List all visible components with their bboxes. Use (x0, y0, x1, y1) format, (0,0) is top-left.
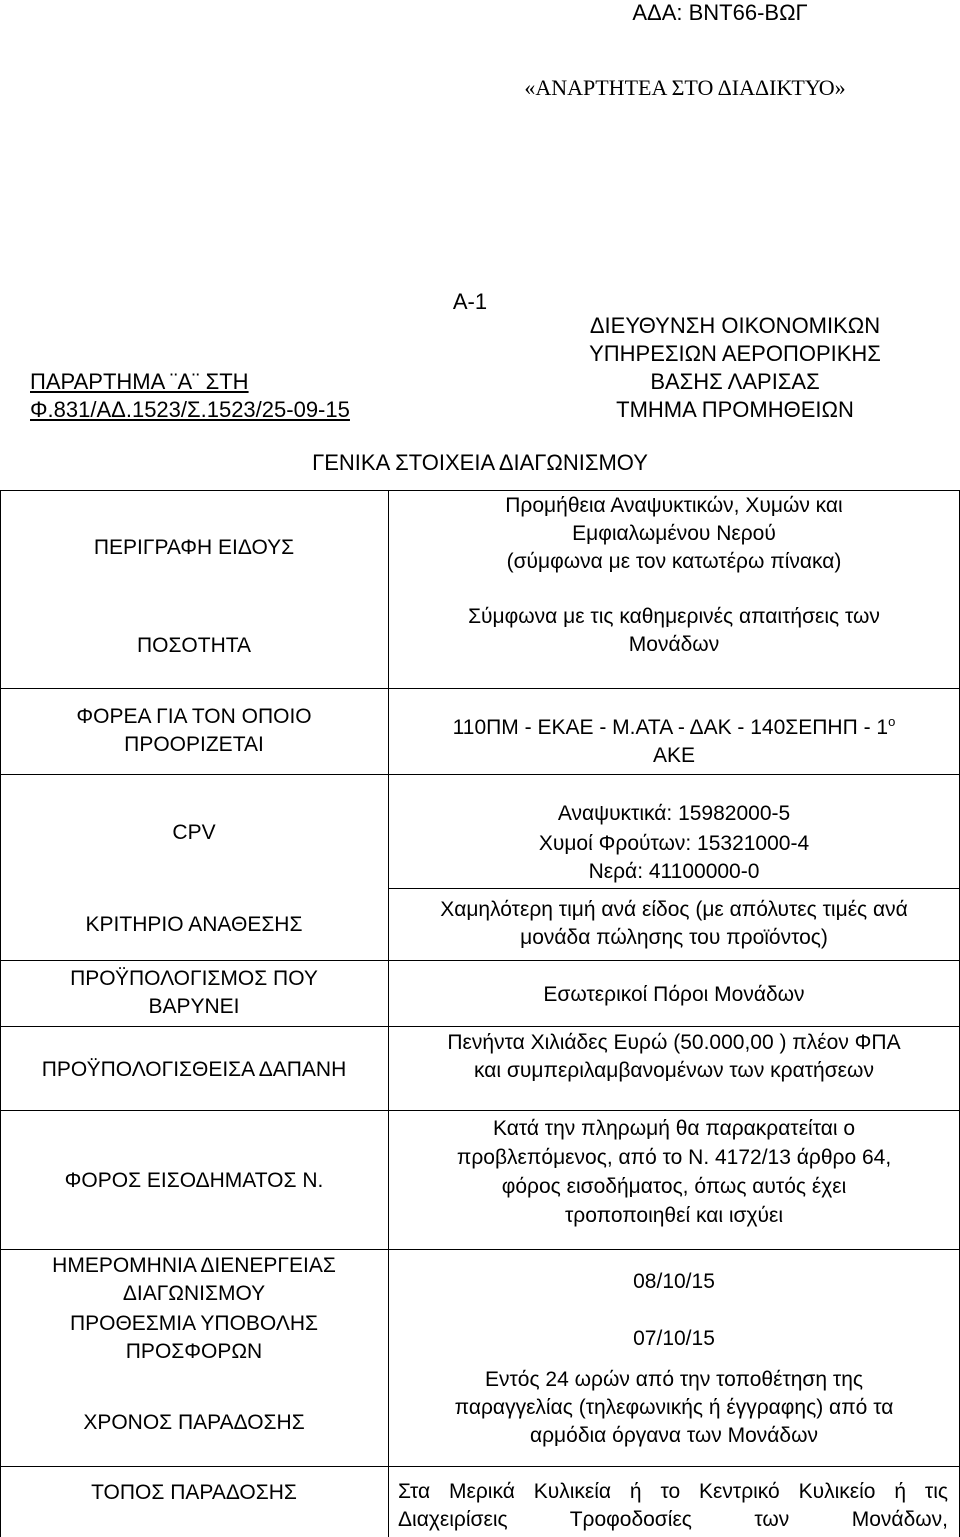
value-tax (388, 1114, 960, 1230)
value-line: Νερά: 41100000-0 (588, 860, 760, 883)
table-border (0, 1110, 960, 1111)
annex-reference (30, 368, 410, 424)
value-line: Στα Μερικά Κυλικεία ή το Κεντρικό Κυλικείο ή τις (398, 1480, 948, 1503)
label-line: ΠΡΟΟΡΙΖΕΤΑΙ (124, 733, 264, 756)
posting-note: «ΑΝΑΡΤΗΤΕΑ ΣΤΟ ΔΙΑΔΙΚΤΥΟ» (524, 75, 846, 100)
label-quantity: ΠΟΣΟΤΗΤΑ (136, 634, 252, 657)
table-border (0, 490, 960, 491)
value-line: παραγγελίας (τηλεφωνικής ή έγγραφης) από τα (454, 1396, 894, 1419)
label-criterion: ΚΡΙΤΗΡΙΟ ΑΝΑΘΕΣΗΣ (85, 913, 303, 936)
value-cost (388, 1029, 960, 1085)
label-deadline (0, 1310, 388, 1366)
value-line: Σύμφωνα με τις καθημερινές απαιτήσεις των (468, 605, 880, 628)
label-tax: ΦΟΡΟΣ ΕΙΣΟΔΗΜΑΤΟΣ Ν. (64, 1169, 324, 1192)
agency-line: ΥΠΗΡΕΣΙΩΝ ΑΕΡΟΠΟΡΙΚΗΣ (589, 341, 881, 366)
label-budget (0, 965, 388, 1021)
value-budget: Εσωτερικοί Πόροι Μονάδων (543, 983, 805, 1006)
label-line: ΠΡΟΘΕΣΜΙΑ ΥΠΟΒΟΛΗΣ (69, 1312, 319, 1335)
table-border (0, 688, 960, 689)
label-line: ΒΑΡΥΝΕΙ (148, 995, 240, 1018)
annex-line: ΠΑΡΑΡΤΗΜΑ ¨Α¨ ΣΤΗ (30, 369, 249, 394)
value-quantity (388, 603, 960, 659)
value-line: μονάδα πώλησης του προϊόντος) (520, 926, 828, 949)
label-line: ΦΟΡΕΑ ΓΙΑ ΤΟΝ ΟΠΟΙΟ (76, 705, 312, 728)
table-border (388, 888, 960, 889)
value-line: αρμόδια όργανα των Μονάδων (529, 1424, 819, 1447)
value-line: τροποποιηθεί και ισχύει (565, 1204, 783, 1227)
table-border (0, 960, 960, 961)
value-description (388, 492, 960, 576)
value-delivery-place (398, 1478, 948, 1534)
value-line (388, 714, 960, 742)
agency-line: ΒΑΣΗΣ ΛΑΡΙΣΑΣ (650, 369, 820, 394)
label-cost: ΠΡΟΫΠΟΛΟΓΙΣΘΕΙΣΑ ΔΑΠΑΝΗ (41, 1058, 347, 1081)
value-line: Εμφιαλωμένου Νερού (572, 522, 776, 545)
table-border (0, 1026, 960, 1027)
section-title: ΓΕΝΙΚΑ ΣΤΟΙΧΕΙΑ ΔΙΑΓΩΝΙΣΜΟΥ (312, 450, 648, 475)
appendix-id: Α-1 (452, 289, 488, 314)
value-line: Διαχειρίσεις Τροφοδοσίες των Μονάδων, (398, 1508, 948, 1531)
value-recipient (388, 714, 960, 770)
label-line: ΠΡΟΫΠΟΛΟΓΙΣΜΟΣ ΠΟΥ (70, 967, 318, 990)
agency-block (540, 312, 930, 424)
label-line: ΗΜΕΡΟΜΗΝΙΑ ΔΙΕΝΕΡΓΕΙΑΣ (52, 1254, 336, 1277)
value-line: Πενήντα Χιλιάδες Ευρώ (50.000,00 ) πλέον ΦΠΑ (447, 1031, 901, 1054)
superscript: ο (888, 714, 896, 729)
value-criterion (388, 896, 960, 952)
value-line: Χυμοί Φρούτων: 15321000-4 (538, 832, 810, 855)
label-delivery-time: ΧΡΟΝΟΣ ΠΑΡΑΔΟΣΗΣ (83, 1411, 305, 1434)
table-border (0, 1249, 960, 1250)
value-tender-date: 08/10/15 (633, 1270, 715, 1293)
label-description: ΠΕΡΙΓΡΑΦΗ ΕΙΔΟΥΣ (93, 536, 295, 559)
value-line: Χαμηλότερη τιμή ανά είδος (με απόλυτες τιμές ανά (440, 898, 908, 921)
ada-code: ΑΔΑ: ΒΝΤ66-ΒΩΓ (632, 0, 808, 25)
value-line: (σύμφωνα με τον κατωτέρω πίνακα) (506, 550, 842, 573)
value-line: Αναψυκτικά: 15982000-5 (557, 802, 791, 825)
value-delivery-time (388, 1366, 960, 1450)
table-border (0, 774, 960, 775)
label-line: ΠΡΟΣΦΟΡΩΝ (125, 1340, 263, 1363)
value-line: προβλεπόμενος, από το Ν. 4172/13 άρθρο 64, (456, 1146, 892, 1169)
value-line: και συμπεριλαμβανομένων των κρατήσεων (474, 1059, 874, 1082)
value-cpv (388, 799, 960, 885)
label-recipient (0, 703, 388, 759)
value-line: Προμήθεια Αναψυκτικών, Χυμών και (505, 494, 843, 517)
value-line: Μονάδων (628, 633, 720, 656)
recipient-text: 110ΠΜ - ΕΚΑΕ - Μ.ΑΤΑ - ΔΑΚ - 140ΣΕΠΗΠ - 1 (452, 716, 889, 739)
label-cpv: CPV (172, 821, 216, 844)
value-line: Εντός 24 ωρών από την τοποθέτηση της (485, 1368, 863, 1391)
value-line: φόρος εισοδήματος, όπως αυτός έχει (501, 1175, 847, 1198)
agency-line: ΔΙΕΥΘΥΝΣΗ ΟΙΚΟΝΟΜΙΚΩΝ (589, 313, 881, 338)
value-line: Κατά την πληρωμή θα παρακρατείται ο (492, 1117, 856, 1140)
annex-line: Φ.831/ΑΔ.1523/Σ.1523/25-09-15 (30, 397, 350, 422)
label-line: ΔΙΑΓΩΝΙΣΜΟΥ (122, 1282, 266, 1305)
label-tender-date (0, 1252, 388, 1308)
agency-line: ΤΜΗΜΑ ΠΡΟΜΗΘΕΙΩΝ (616, 397, 854, 422)
label-delivery-place: ΤΟΠΟΣ ΠΑΡΑΔΟΣΗΣ (91, 1481, 297, 1504)
table-border (0, 1466, 960, 1467)
value-line: ΑΚΕ (652, 744, 696, 767)
value-deadline: 07/10/15 (633, 1327, 715, 1350)
